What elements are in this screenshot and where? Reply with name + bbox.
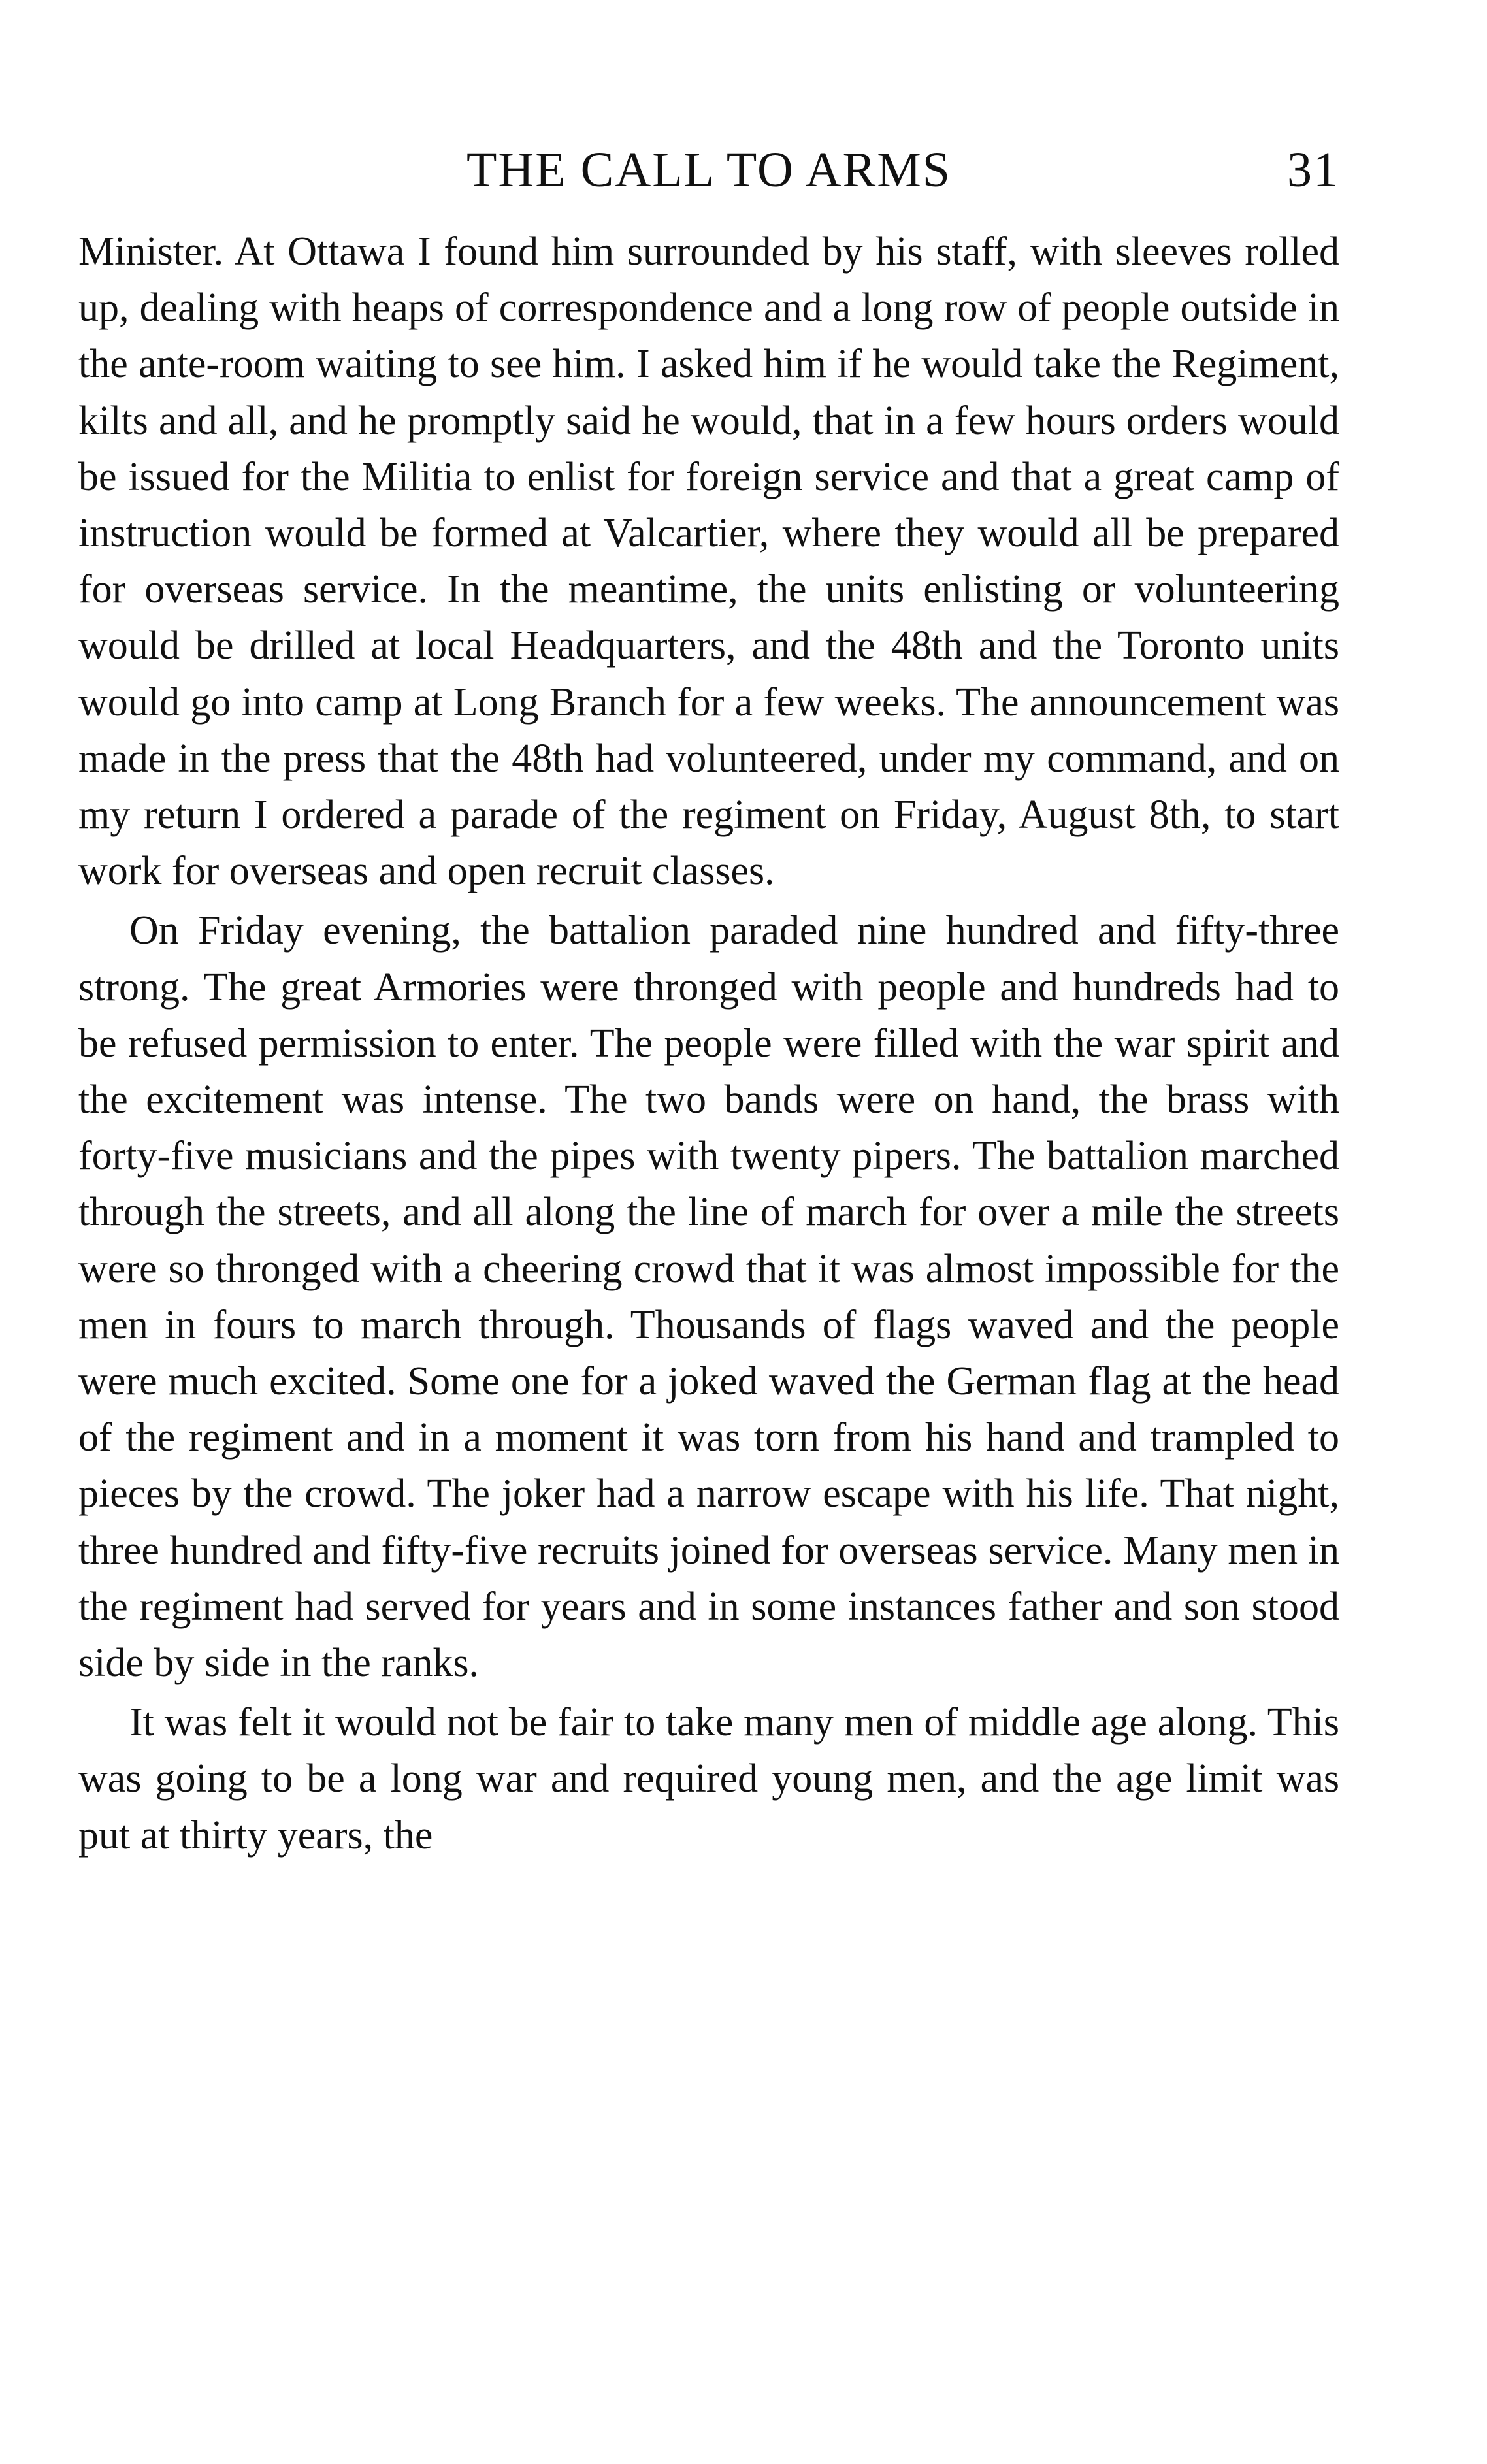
body-text — [78, 223, 1339, 1864]
paragraph-2: On Friday evening, the battalion paraded nine hundred and fifty-three strong. The great Armories were thronged with people and hundreds had to be refused permission to enter. The people were filled with the war spirit and the excitement was intense. The two bands were on hand, the brass with forty-five musicians and the pipes with twenty pipers. The battalion marched through the streets, and all along the line of march for over a mile the streets were so thronged with a cheering crowd that it was almost impossible for the men in fours to march through. Thousands of flags waved and the people were much excited. Some one for a joked waved the German flag at the head of the regiment and in a moment it was torn from his hand and trampled to pieces by the crowd. The joker had a narrow escape with his life. That night, three hundred and fifty-five recruits joined for overseas service. Many men in the regiment had served for years and in some instances father and son stood side by side in the ranks. — [78, 908, 1339, 1686]
running-head — [78, 131, 1339, 209]
page-number: 31 — [1287, 142, 1339, 197]
book-page — [78, 131, 1339, 1864]
running-title: THE CALL TO ARMS — [466, 142, 952, 197]
paragraph-1: Minister. At Ottawa I found him surrounded by his staff, with sleeves rolled up, dealing with heaps of correspondence and a long row of people outside in the ante-room waiting to see him. I asked him if he would take the Regiment, kilts and all, and he promptly said he would, that in a few hours orders would be issued for the Militia to enlist for foreign service and that a great camp of instruction would be formed at Valcartier, where they would all be prepared for overseas service. In the meantime, the units enlisting or volunteering would be drilled at local Headquarters, and the 48th and the Toronto units would go into camp at Long Branch for a few weeks. The announcement was made in the press that the 48th had volunteered, under my command, and on my return I ordered a parade of the regiment on Friday, August 8th, to start work for overseas and open recruit classes. — [78, 229, 1339, 894]
paragraph-3: It was felt it would not be fair to take many men of middle age along. This was going to be a long war and required young men, and the age limit was put at thirty years, the — [78, 1700, 1339, 1858]
